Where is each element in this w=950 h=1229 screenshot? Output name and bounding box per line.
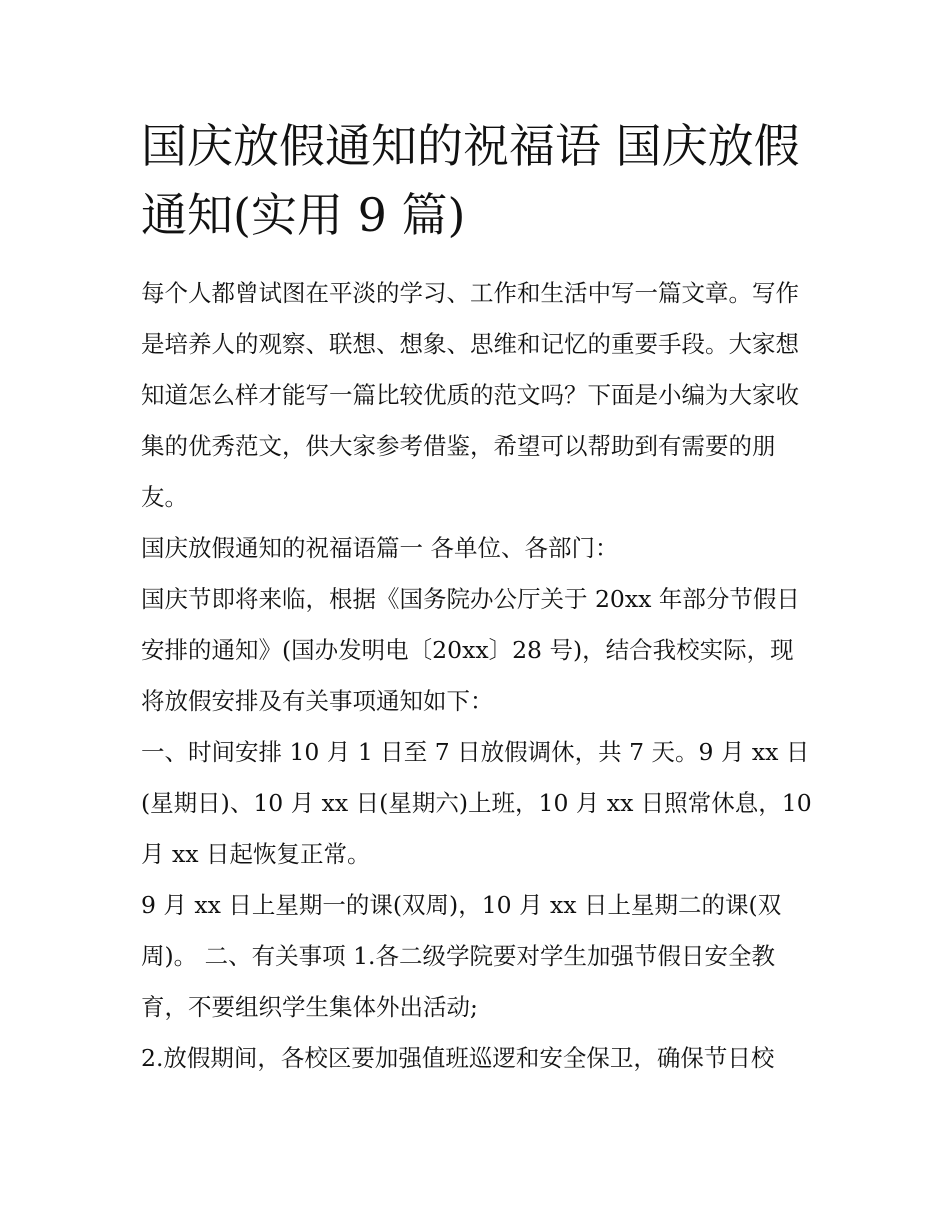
document-title: 国庆放假通知的祝福语 国庆放假通知(实用 9 篇) xyxy=(141,119,800,242)
duty-paragraph: 2.放假期间，各校区要加强值班巡逻和安全保卫，确保节日校 xyxy=(141,1044,775,1072)
schedule-paragraph: 一、时间安排 10 月 1 日至 7 日放假调休，共 7 天。9 月 xx 日(星期日)、10 月 xx 日(星期六)上班，10 月 xx 日照常休息，10 月 xx 日起恢复正常。 xyxy=(141,738,812,868)
notice-intro-paragraph: 国庆节即将来临，根据《国务院办公厅关于 20xx 年部分节假日安排的通知》(国办发明电〔20xx〕28 号)，结合我校实际，现将放假安排及有关事项通知如下： xyxy=(141,585,800,715)
document-content xyxy=(141,112,813,1084)
intro-paragraph: 每个人都曾试图在平淡的学习、工作和生活中写一篇文章。写作是培养人的观察、联想、想象、思维和记忆的重要手段。大家想知道怎么样才能写一篇比较优质的范文吗？下面是小编为大家收集的优秀范文，供大家参考借鉴，希望可以帮助到有需要的朋友。 xyxy=(141,279,799,511)
classes-paragraph: 9 月 xx 日上星期一的课(双周)，10 月 xx 日上星期二的课(双周)。 二、有关事项 1.各二级学院要对学生加强节假日安全教育，不要组织学生集体外出活动; xyxy=(141,891,782,1021)
section-heading-paragraph: 国庆放假通知的祝福语篇一 各单位、各部门： xyxy=(141,534,619,562)
